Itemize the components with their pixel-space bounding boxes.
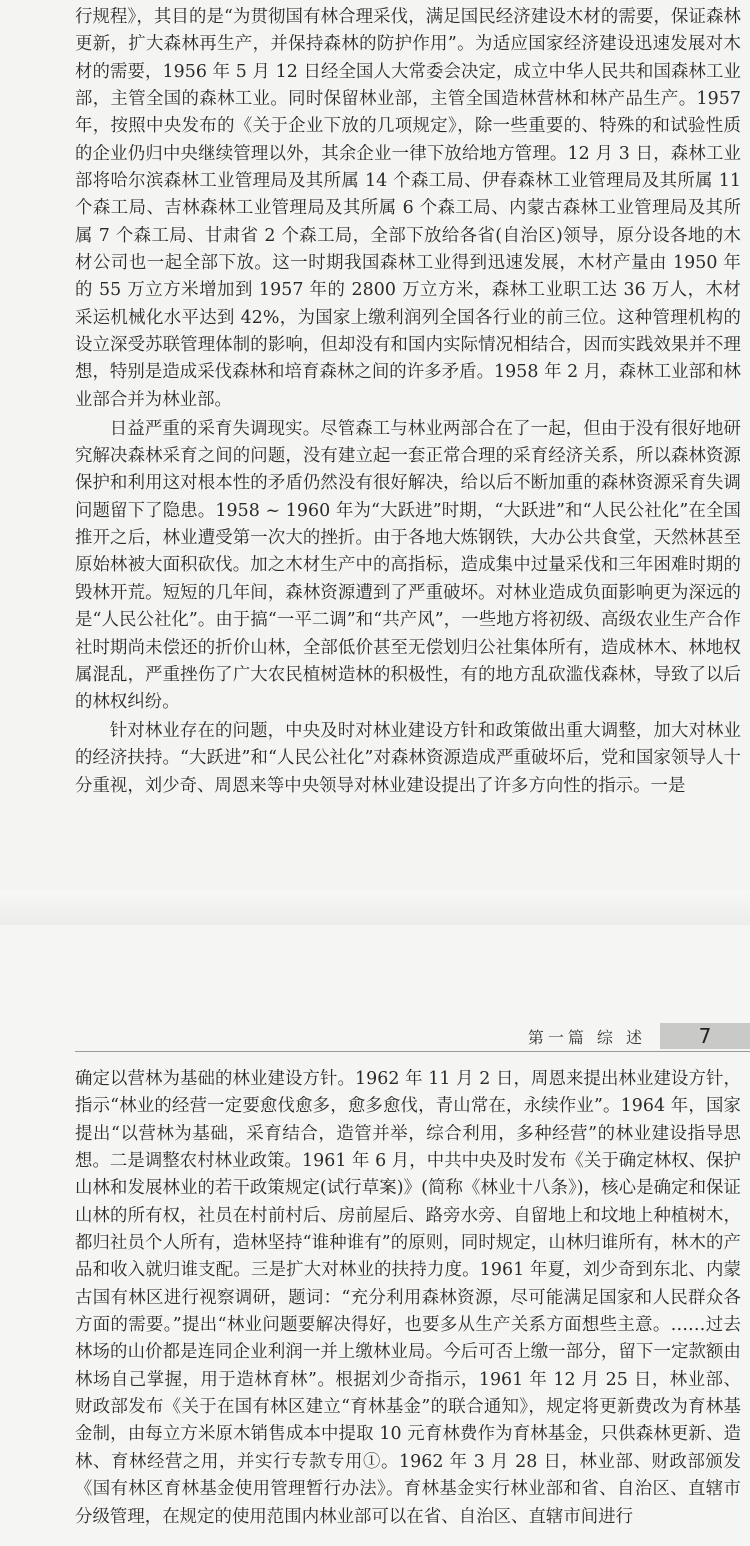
paragraph: 日益严重的采育失调现实。尽管森工与林业两部合在了一起，但由于没有很好地研究解决森林采育之间的问题，没有建立起一套正常合理的采育经济关系，所以森林资源保护和利用这对根本性的矛盾仍然没有很好解决，给以后不断加重的森林资源采育失调问题留下了隐患。1958 ~ 1960 年为“大跃进”时期，“大跃进”和“人民公社化”在全国推开之后，林业遭受第一次大的挫折。由于各地大炼钢铁，大办公共食堂，天然林甚至原始林被大面积砍伐。加之木材生产中的高指标，造成集中过量采伐和三年困难时期的毁林开荒。短短的几年间，森林资源遭到了严重破坏。对林业造成负面影响更为深远的是“人民公社化”。由于搞“一平二调”和“共产风”，一些地方将初级、高级农业生产合作社时期尚未偿还的折价山林，全部低价甚至无偿划归公社集体所有，造成林木、林地权属混乱，严重挫伤了广大农民植树造林的积极性，有的地方乱砍滥伐森林，导致了以后的林权纠纷。: [75, 418, 741, 713]
section-title: 第一篇 综 述: [527, 1027, 646, 1047]
page-number: 7: [660, 1023, 750, 1049]
bottom-page: [0, 925, 750, 1546]
header-rule: [75, 1051, 750, 1052]
running-header: [528, 1022, 750, 1050]
top-page-body: [75, 4, 741, 802]
paragraph: 确定以营林为基础的林业建设方针。1962 年 11 月 2 日，周恩来提出林业建设方针，指示“林业的经营一定要愈伐愈多，愈多愈伐，青山常在，永续作业”。1964 年，国家提出“以营林为基础，采育结合，造管并举，综合利用，多种经营”的林业建设指导思想。二是调整农村林业政策。1961 年 6 月，中共中央及时发布《关于确定林权、保护山林和发展林业的若干政策规定(试行草案)》(简称《林业十八条》)，核心是确定和保证山林的所有权，社员在村前村后、房前屋后、路旁水旁、自留地上和坟地上种植树木，都归社员个人所有，造林坚持“谁种谁有”的原则，同时规定，山林归谁所有，林木的产品和收入就归谁支配。三是扩大对林业的扶持力度。1961 年夏，刘少奇到东北、内蒙古国有林区进行视察调研，题词：“充分利用森林资源，尽可能满足国家和人民群众各方面的需要。”提出“林业问题要解决得好，也要多从生产关系方面想些主意。……过去林场的山价都是连同企业利润一并上缴林业局。今后可否上缴一部分，留下一定款额由林场自己掌握，用于造林育林”。根据刘少奇指示，1961 年 12 月 25 日，林业部、财政部发布《关于在国有林区建立“育林基金”的联合通知》，规定将更新费改为育林基金制，由每立方米原木销售成本中提取 10 元育林费作为育林基金，只供森林更新、造林、育林经营之用，并实行专款专用①。1962 年 3 月 28 日，林业部、财政部颁发《国有林区育林基金使用管理暂行办法》。育林基金实行林业部和省、自治区、直辖市分级管理，在规定的使用范围内林业部可以在省、自治区、直辖市间进行: [75, 1069, 741, 1527]
paragraph: 行规程》，其目的是“为贯彻国有林合理采伐，满足国民经济建设木材的需要，保证森林更新，扩大森林再生产，并保持森林的防护作用”。为适应国家经济建设迅速发展对木材的需要，1956 年 5 月 12 日经全国人大常委会决定，成立中华人民共和国森林工业部，主管全国的森林工业。同时保留林业部，主管全国造林营林和林产品生产。1957 年，按照中央发布的《关于企业下放的几项规定》，除一些重要的、特殊的和试验性质的企业仍归中央继续管理以外，其余企业一律下放给地方管理。12 月 3 日，森林工业部将哈尔滨森林工业管理局及其所属 14 个森工局、伊春森林工业管理局及其所属 11 个森工局、吉林森林工业管理局及其所属 6 个森工局、内蒙古森林工业管理局及其所属 7 个森工局、甘肃省 2 个森工局，全部下放给各省(自治区)领导，原分设各地的木材公司也一起全部下放。这一时期我国森林工业得到迅速发展，木材产量由 1950 年的 55 万立方米增加到 1957 年的 2800 万立方米，森林工业职工达 36 万人，木材采运机械化水平达到 42%，为国家上缴利润列全国各行业的前三位。这种管理机构的设立深受苏联管理体制的影响，但却没有和国内实际情况相结合，因而实践效果并不理想，特别是造成采伐森林和培育森林之间的许多矛盾。1958 年 2 月，森林工业部和林业部合并为林业部。: [75, 7, 741, 410]
paragraph: 针对林业存在的问题，中央及时对林业建设方针和政策做出重大调整，加大对林业的经济扶持。“大跃进”和“人民公社化”对森林资源造成严重破坏后，党和国家领导人十分重视，刘少奇、周恩来等中央领导对林业建设提出了许多方向性的指示。一是: [75, 721, 741, 796]
page-gap: [0, 890, 750, 925]
bottom-page-body: [75, 1066, 741, 1532]
